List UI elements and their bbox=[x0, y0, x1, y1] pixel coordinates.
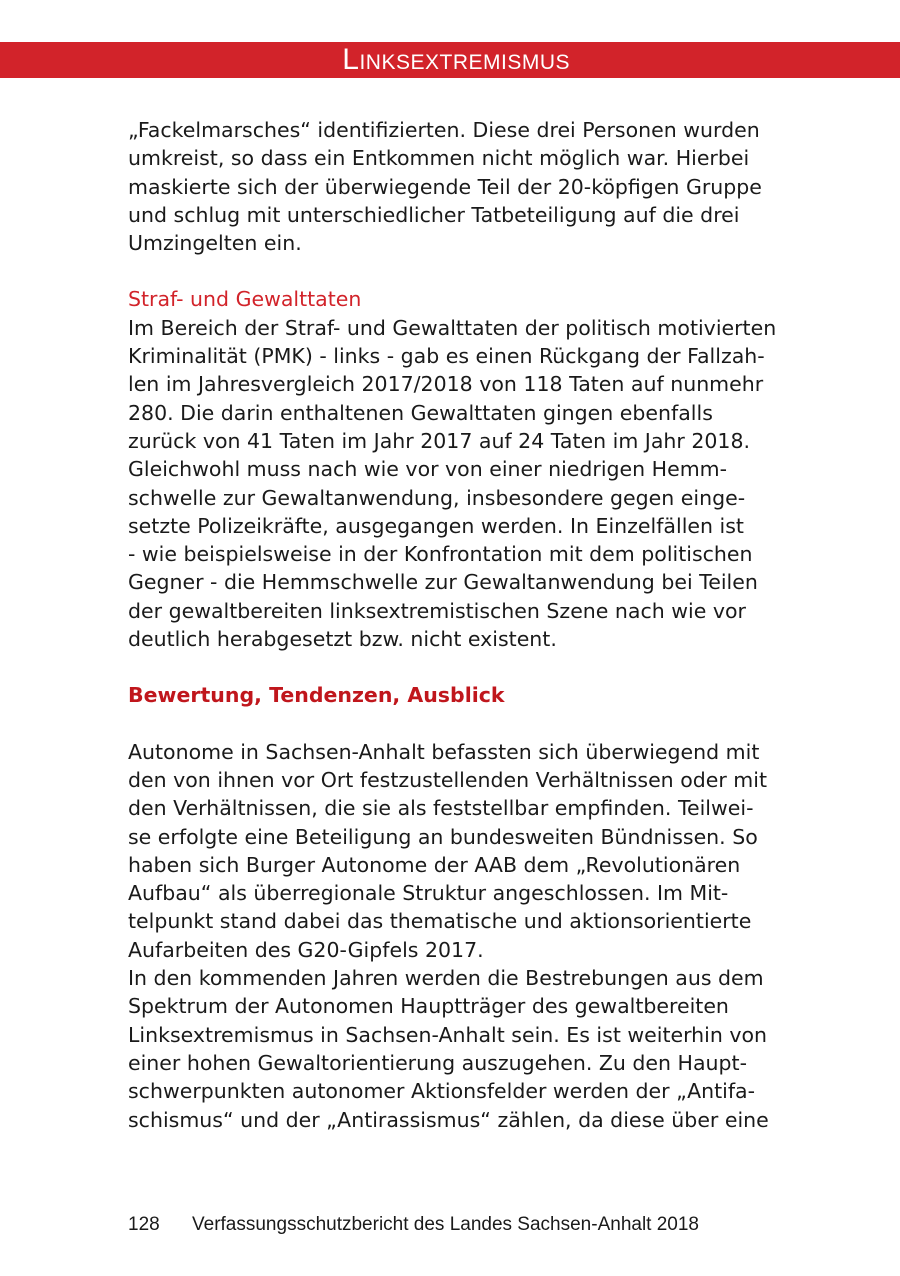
text-line: In den kommenden Jahren werden die Bestrebungen aus dem bbox=[128, 966, 764, 991]
text-line: setzte Polizeikräfte, ausgegangen werden. In Einzelfällen ist bbox=[128, 513, 744, 538]
text-line: telpunkt stand dabei das thematische und aktionsorientierte bbox=[128, 909, 752, 934]
spacer bbox=[128, 653, 788, 681]
header-band bbox=[0, 42, 900, 78]
text-line: Spektrum der Autonomen Hauptträger des gewaltbereiten bbox=[128, 994, 729, 1019]
text-line: den Verhältnissen, die sie als feststellbar empfinden. Teilwei- bbox=[128, 796, 754, 821]
bewertung-paragraph-1 bbox=[128, 738, 788, 964]
text-line: haben sich Burger Autonome der AAB dem „Revolutionären bbox=[128, 852, 741, 877]
page-number: 128 bbox=[128, 1214, 160, 1235]
text-line: Aufarbeiten des G20-Gipfels 2017. bbox=[128, 937, 484, 962]
text-line: der gewaltbereiten linksextremistischen Szene nach wie vor bbox=[128, 598, 746, 623]
text-line: se erfolgte eine Beteiligung an bundesweiten Bündnissen. So bbox=[128, 824, 758, 849]
text-line: Linksextremismus in Sachsen-Anhalt sein. Es ist weiterhin von bbox=[128, 1022, 768, 1047]
text-line: schwerpunkten autonomer Aktionsfelder werden der „Antifa- bbox=[128, 1079, 755, 1104]
text-line: Kriminalität (PMK) - links - gab es einen Rückgang der Fallzah- bbox=[128, 344, 765, 369]
text-line: Gegner - die Hemmschwelle zur Gewaltanwendung bei Teilen bbox=[128, 570, 758, 595]
spacer bbox=[128, 257, 788, 285]
straf-paragraph bbox=[128, 314, 788, 654]
text-line: schismus“ und der „Antirassismus“ zählen, da diese über eine bbox=[128, 1107, 769, 1132]
intro-paragraph bbox=[128, 116, 788, 257]
page-footer bbox=[128, 1213, 699, 1237]
text-line: Autonome in Sachsen-Anhalt befassten sich überwiegend mit bbox=[128, 739, 760, 764]
text-line: Umzingelten ein. bbox=[128, 231, 302, 256]
text-line: maskierte sich der überwiegende Teil der 20-köpfigen Gruppe bbox=[128, 174, 762, 199]
text-line: zurück von 41 Taten im Jahr 2017 auf 24 Taten im Jahr 2018. bbox=[128, 428, 751, 453]
text-line: Im Bereich der Straf- und Gewalttaten der politisch motivierten bbox=[128, 315, 777, 340]
text-line: Gleichwohl muss nach wie vor von einer niedrigen Hemm- bbox=[128, 457, 728, 482]
text-line: deutlich herabgesetzt bzw. nicht existent. bbox=[128, 627, 557, 652]
publication-title: Verfassungsschutzbericht des Landes Sachsen-Anhalt 2018 bbox=[192, 1214, 699, 1235]
spacer bbox=[128, 710, 788, 738]
text-line: Aufbau“ als überregionale Struktur angeschlossen. Im Mit- bbox=[128, 881, 729, 906]
page-content bbox=[128, 116, 788, 1134]
bewertung-paragraph-2 bbox=[128, 964, 788, 1134]
text-line: und schlug mit unterschiedlicher Tatbeteiligung auf die drei bbox=[128, 202, 740, 227]
subheading-straf-gewalttaten: Straf- und Gewalttaten bbox=[128, 287, 362, 312]
text-line: 280. Die darin enthaltenen Gewalttaten gingen ebenfalls bbox=[128, 400, 713, 425]
section-heading-bewertung: Bewertung, Tendenzen, Ausblick bbox=[128, 683, 505, 708]
text-line: - wie beispielsweise in der Konfrontation mit dem politischen bbox=[128, 542, 753, 567]
text-line: „Fackelmarsches“ identifizierten. Diese drei Personen wurden bbox=[128, 118, 760, 142]
text-line: schwelle zur Gewaltanwendung, insbesondere gegen einge- bbox=[128, 485, 746, 510]
text-line: einer hohen Gewaltorientierung auszugehen. Zu den Haupt- bbox=[128, 1050, 747, 1075]
chapter-title: Linksextremismus bbox=[342, 43, 570, 76]
text-line: umkreist, so dass ein Entkommen nicht möglich war. Hierbei bbox=[128, 146, 750, 171]
text-line: den von ihnen vor Ort festzustellenden Verhältnissen oder mit bbox=[128, 767, 768, 792]
text-line: len im Jahresvergleich 2017/2018 von 118 Taten auf nunmehr bbox=[128, 372, 764, 397]
